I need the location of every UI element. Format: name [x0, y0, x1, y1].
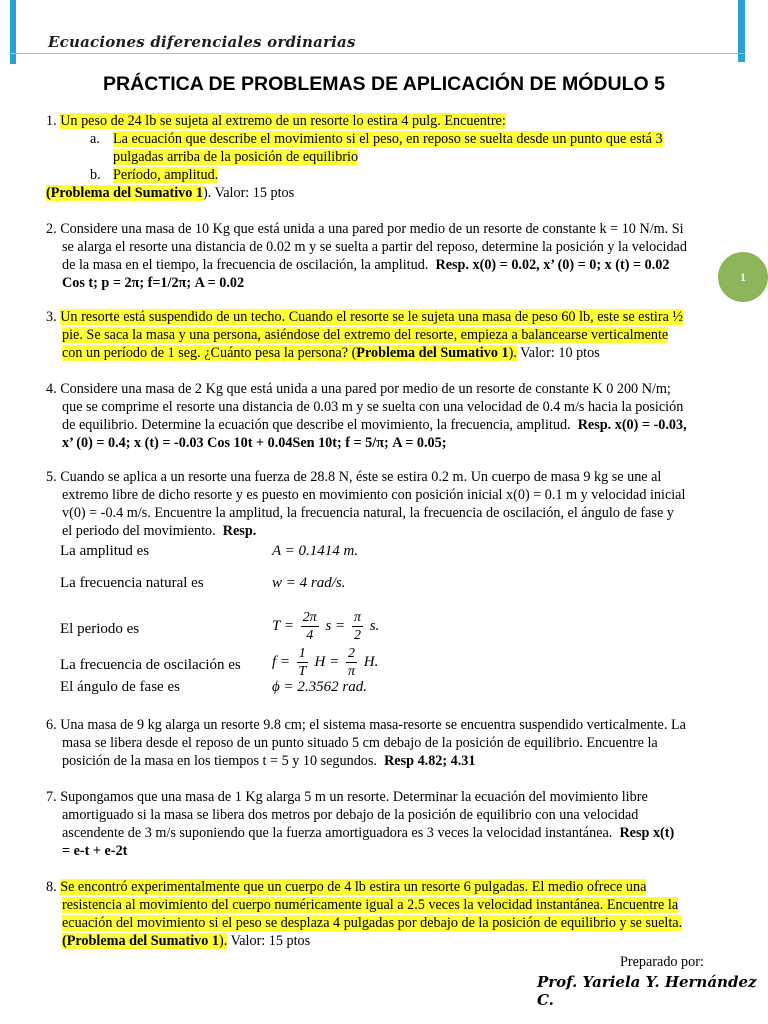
- problem-8-line2: resistencia al movimiento del cuerpo numéricamente igual a 2.5 veces la velocidad instantánea. Encuentre la: [62, 897, 679, 913]
- problem-7-line4: = e-t + e-2t: [62, 843, 128, 859]
- fraction: $\frac{2}{\pi}$: [348, 646, 356, 679]
- header-rule: [10, 53, 745, 54]
- problem-6-line1: 6. Una masa de 9 kg alarga un resorte 9.8 cm; el sistema masa-resorte se encuentra suspendido verticalmente. La: [46, 717, 686, 733]
- problem-8-tag: (Problema del Sumativo 1: [62, 933, 219, 949]
- problem-1-number: 1.: [46, 113, 57, 129]
- problem-7-line2: amortiguado si la masa se libera dos metros por debajo de la posición de equilibrio con una velocidad: [62, 807, 639, 823]
- problem-3-line3: con un período de 1 seg. ¿Cuánto pesa la persona? (Problema del Sumativo 1). Valor: 10 ptos: [62, 345, 600, 361]
- problem-5-line2: extremo libre de dicho resorte y es puesto en movimiento con posición inicial x(0) = 0.1 m y velocidad inicial: [62, 487, 686, 503]
- problem-8-valor: Valor: 15 ptos: [230, 933, 311, 949]
- problem-1b-text: Período, amplitud.: [113, 167, 219, 183]
- page-number-badge: 1: [718, 252, 768, 302]
- problem-2-resp: Resp. x(0) = 0.02, x’ (0) = 0; x (t) = 0.02: [435, 257, 670, 273]
- problem-4-line4: x’ (0) = 0.4; x (t) = -0.03 Cos 10t + 0.04Sen 10t; f = 5/π; A = 0.05;: [62, 435, 447, 451]
- problem-4-line3: de equilibrio. Determine la ecuación que describe el movimiento, la frecuencia, amplitud. Resp. x(0) = -0.03,: [62, 417, 687, 433]
- problem-4-line1: 4. Considere una masa de 2 Kg que está unida a una pared por medio de un resorte de constante K 0 200 N/m;: [46, 381, 671, 397]
- problem-8-line3: ecuación del movimiento si el peso se desplaza 4 pulgadas por debajo de la posición de equilibrio y se suelta.: [62, 915, 683, 931]
- problem-2-line3: de la masa en el tiempo, la frecuencia de oscilación, la amplitud. Resp. x(0) = 0.02, x’ (0) = 0; x (t) = 0.02: [62, 257, 670, 273]
- problem-2-line2: se alarga el resorte una distancia de 0.02 m y se suelta a partir del reposo, determine la posición y la velocidad: [62, 239, 687, 255]
- problem-6-line3: posición de la masa en los tiempos t = 5 y 10 segundos. Resp 4.82; 4.31: [62, 753, 476, 769]
- author-signature: Prof. Yariela Y. Hernández C.: [537, 973, 757, 1009]
- header-accent-bar-left: [10, 0, 16, 64]
- problem-1: [46, 112, 506, 131]
- problem-1a-label: a.: [90, 131, 100, 147]
- problem-7-resp: Resp x(t): [619, 825, 675, 841]
- prepared-by-label: Preparado por:: [620, 954, 704, 970]
- problem-1-text: Un peso de 24 lb se sujeta al extremo de un resorte lo estira 4 pulg. Encuentre:: [60, 113, 506, 129]
- problem-1-tag: (Problema del Sumativo 1: [46, 185, 203, 201]
- problem-1b-label: b.: [90, 167, 101, 183]
- problem-3-valor: Valor: 10 ptos: [520, 345, 600, 361]
- problem-7-line1: 7. Supongamos que una masa de 1 Kg alarga 5 m un resorte. Determinar la ecuación del movimiento libre: [46, 789, 648, 805]
- problem-5-resp: Resp.: [222, 523, 257, 539]
- problem-2-line4: Cos t; p = 2π; f=1/2π; A = 0.02: [62, 275, 245, 291]
- header-course-title: Ecuaciones diferenciales ordinarias: [48, 33, 356, 51]
- problem-5-line1: 5. Cuando se aplica a un resorte una fuerza de 28.8 N, éste se estira 0.2 m. Un cuerpo de masa 9 kg se une al: [46, 469, 662, 485]
- problem-3-line2: pie. Se saca la masa y una persona, asiéndose del extremo del resorte, empieza a balancearse verticalmente: [62, 327, 669, 343]
- problem-3-line1: 3. Un resorte está suspendido de un techo. Cuando el resorte se le sujeta una masa de peso 60 lb, este se estira ½: [46, 309, 684, 325]
- problem-5-line3: v(0) = -0.4 m/s. Encuentre la amplitud, la frecuencia natural, la frecuencia de oscilación, el ángulo de fase y: [62, 505, 674, 521]
- problem-3-tag: Problema del Sumativo 1: [356, 345, 509, 361]
- problem-7-line3: ascendente de 3 m/s suponiendo que la fuerza amortiguadora es 3 veces la velocidad instantánea. Resp x(t): [62, 825, 675, 841]
- problem-8-line1: 8. Se encontró experimentalmente que un cuerpo de 4 lb estira un resorte 6 pulgadas. El medio ofrece una: [46, 879, 647, 895]
- problem-1a-line1: La ecuación que describe el movimiento si el peso, en reposo se suelta desde un punto que está 3: [113, 131, 663, 147]
- problem-4-resp: Resp. x(0) = -0.03,: [577, 417, 687, 433]
- problem-6-line2: masa se libera desde el reposo de un punto situado 5 cm debajo de la posición de equilibrio. Encuentre la: [62, 735, 658, 751]
- problem-6-resp: Resp 4.82; 4.31: [384, 753, 476, 769]
- fraction: $\frac{2\pi}{4}$: [302, 610, 317, 643]
- problem-4-line2: que se comprime el resorte una distancia de 0.03 m y se suelta con una velocidad de 0.4 m/s hacia la posición: [62, 399, 684, 415]
- fraction: $\frac{1}{T}$: [298, 646, 307, 679]
- problem-5-line4: el periodo del movimiento. Resp.: [62, 523, 257, 539]
- problem-1-valor: Valor: 15 ptos: [214, 185, 295, 201]
- problem-8-tag-line: (Problema del Sumativo 1). Valor: 15 ptos: [62, 933, 311, 949]
- page-title: PRÁCTICA DE PROBLEMAS DE APLICACIÓN DE MÓDULO 5: [103, 73, 665, 95]
- fraction: $\frac{\pi}{2}$: [353, 610, 361, 643]
- problem-2-line1: 2. Considere una masa de 10 Kg que está unida a una pared por medio de un resorte de constante k = 10 N/m. Si: [46, 221, 684, 237]
- problem-1a-line2: pulgadas arriba de la posición de equilibrio: [113, 149, 359, 165]
- problem-1-tag-line: (Problema del Sumativo 1). Valor: 15 ptos: [46, 185, 295, 201]
